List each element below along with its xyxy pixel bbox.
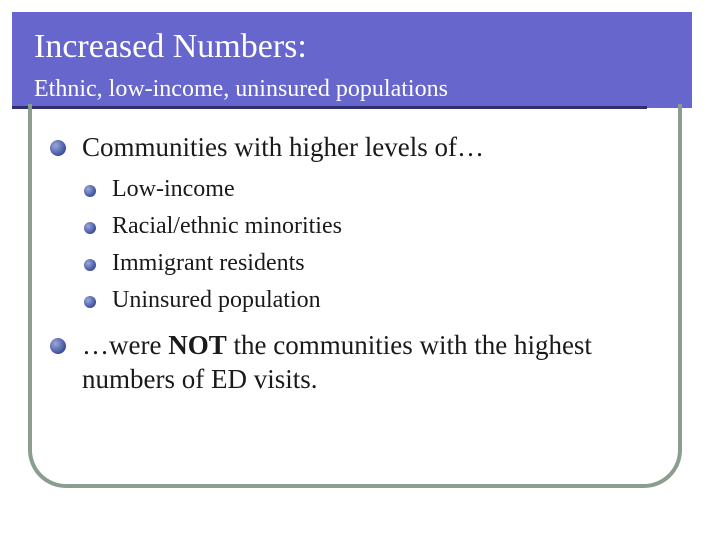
bullet-icon <box>50 338 66 354</box>
sub-bullet-text: Immigrant residents <box>112 250 305 276</box>
bullet-emphasis: NOT <box>168 330 227 360</box>
slide-subtitle: Ethnic, low-income, uninsured populations <box>34 76 448 102</box>
sub-bullet-uninsured <box>74 285 650 315</box>
slide-title: Increased Numbers: <box>34 28 307 65</box>
bullet-text-suffix: the communities with the highest numbers of ED visits. <box>82 330 592 394</box>
sub-bullet-text: Racial/ethnic minorities <box>112 213 342 239</box>
title-band <box>12 12 692 108</box>
bullet-ed-visits <box>50 328 650 396</box>
sub-bullet-immigrant <box>74 248 650 278</box>
bullet-icon <box>84 259 96 271</box>
sub-bullet-text: Low-income <box>112 176 235 202</box>
sub-bullet-minorities <box>74 211 650 241</box>
bullet-communities <box>50 130 650 164</box>
bullet-icon <box>84 185 96 197</box>
bullet-text-prefix: …were <box>82 330 169 360</box>
sub-bullet-text: Uninsured population <box>112 287 321 313</box>
slide-body <box>50 130 650 396</box>
bullet-icon <box>84 296 96 308</box>
bullet-text: Communities with higher levels of… <box>82 132 484 162</box>
bullet-icon <box>84 222 96 234</box>
sub-bullet-list <box>50 174 650 315</box>
bullet-icon <box>50 140 66 156</box>
sub-bullet-low-income <box>74 174 650 204</box>
